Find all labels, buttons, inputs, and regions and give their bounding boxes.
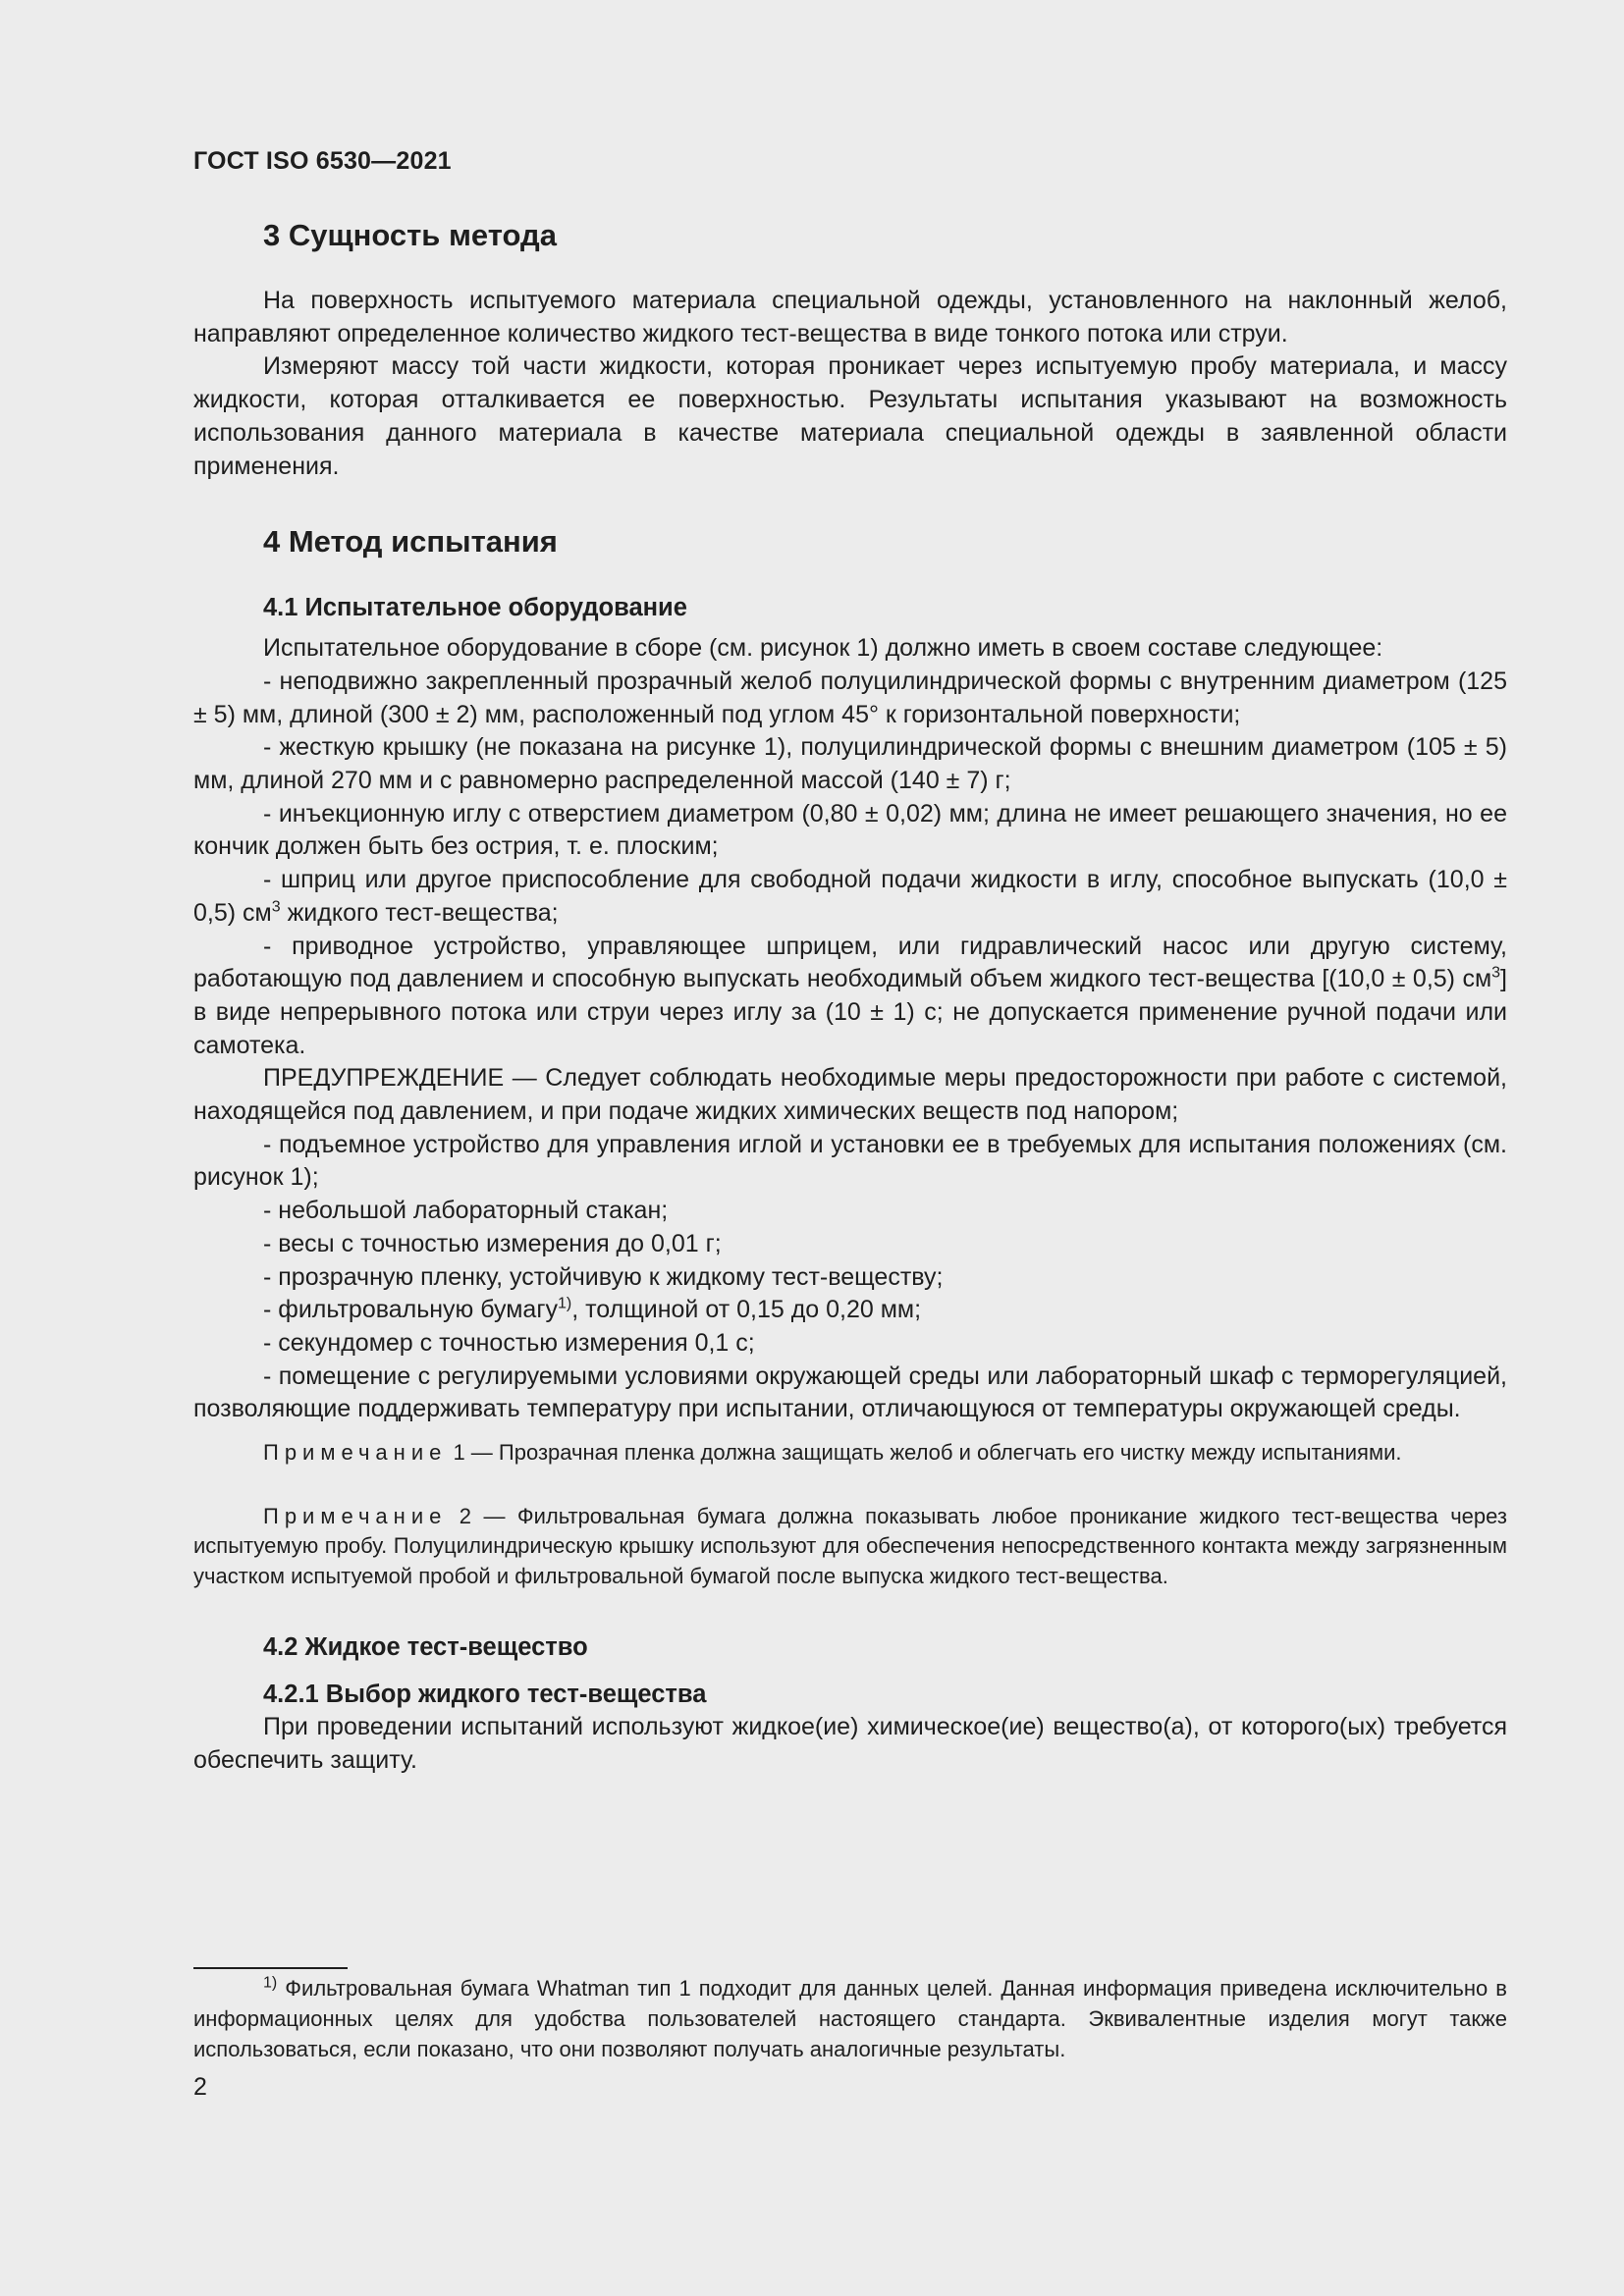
item-text: , толщиной от 0,15 до 0,20 мм; — [571, 1296, 922, 1324]
equipment-list-item: - небольшой лабораторный стакан; — [263, 1197, 669, 1225]
subsection-4-2-1-text: При проведении испытаний используют жидкое(ие) химическое(ие) вещество(а), от которого(ых) требуется обеспечить защиту. — [193, 1713, 1507, 1774]
note-label: Примечание — [263, 1503, 448, 1528]
section-4-heading: 4 Метод испытания — [263, 524, 558, 560]
page-body — [193, 216, 1507, 1778]
equipment-list-item: - прозрачную пленку, устойчивую к жидкому тест-веществу; — [263, 1262, 944, 1291]
footnote-reference: 1) — [557, 1295, 572, 1312]
item-text: жидкого тест-вещества; — [280, 898, 559, 927]
page-number: 2 — [193, 2073, 207, 2101]
item-text: ] в виде непрерывного потока или струи через иглу за (10 ± 1) с; не допускается применение ручной подачи или самотека. — [193, 965, 1507, 1059]
equipment-list-item — [193, 864, 1507, 930]
equipment-list-item: - весы с точностью измерения до 0,01 г; — [263, 1229, 722, 1257]
subsection-4-1-heading: 4.1 Испытательное оборудование — [263, 594, 687, 622]
footnote-separator — [193, 1967, 348, 1969]
equipment-list-item — [193, 931, 1507, 1063]
note-label: Примечание — [263, 1440, 448, 1466]
item-text: - шприц или другое приспособление для свободной подачи жидкости в иглу, способное выпускать (10,0 ± 0,5) см — [193, 866, 1507, 927]
section-3-paragraph: Измеряют массу той части жидкости, которая проникает через испытуемую пробу материала, и массу жидкости, которая отталкивается ее поверхностью. Результаты испытания указывают на возможность использования данного материала в качестве материала специальной одежды в заявленной области применения. — [193, 352, 1507, 480]
footnote — [193, 1973, 1507, 2064]
equipment-list-item: - подъемное устройство для управления иглой и установки ее в требуемых для испытания положениях (см. рисунок 1); — [193, 1130, 1507, 1192]
subsection-4-2-heading: 4.2 Жидкое тест-вещество — [263, 1633, 588, 1662]
note-text: 2 — Фильтровальная бумага должна показывать любое проникание жидкого тест-вещества через испытуемую пробу. Полуцилиндрическую крышку используют для обеспечения непосредственного контакта между загрязненным участком испытуемой пробой и фильтровальной бумагой после выпуска жидкого тест-вещества. — [193, 1503, 1507, 1588]
equipment-intro: Испытательное оборудование в сборе (см. рисунок 1) должно иметь в своем составе следующее: — [263, 634, 1383, 663]
equipment-list-item: - секундомер с точностью измерения 0,1 с; — [263, 1328, 755, 1357]
item-text: - приводное устройство, управляющее шприцем, или гидравлический насос или другую систему, работающую под давлением и способную выпускать необходимый объем жидкого тест-вещества [(10,0 ± 0,5) см — [193, 932, 1507, 993]
warning-text: ПРЕДУПРЕЖДЕНИЕ — Следует соблюдать необходимые меры предосторожности при работе с системой, находящейся под давлением, и при подаче жидких химических веществ под напором; — [193, 1064, 1507, 1126]
footnote-marker: 1) — [263, 1974, 278, 1992]
section-3-paragraph: На поверхность испытуемого материала специальной одежды, установленного на наклонный желоб, направляют определенное количество жидкого тест-вещества в виде тонкого потока или струи. — [193, 287, 1507, 347]
equipment-list-item: - жесткую крышку (не показана на рисунке 1), полуцилиндрической формы с внешним диаметром (105 ± 5) мм, длиной 270 мм и с равномерно распределенной массой (140 ± 7) г; — [193, 733, 1507, 795]
equipment-list-item: - инъекционную иглу с отверстием диаметром (0,80 ± 0,02) мм; длина не имеет решающего значения, но ее кончик должен быть без острия, т. е. плоским; — [193, 799, 1507, 861]
running-header: ГОСТ ISO 6530—2021 — [193, 147, 452, 175]
note-text: 1 — Прозрачная пленка должна защищать желоб и облегчать его чистку между испытаниями. — [447, 1440, 1402, 1466]
footnote-text: Фильтровальная бумага Whatman тип 1 подходит для данных целей. Данная информация приведена исключительно в информационных целях для удобства пользователей настоящего стандарта. Эквивалентные изделия могут также использоваться, если показано, что они позволяют получать аналогичные результаты. — [193, 1976, 1507, 2061]
equipment-list-item — [193, 1294, 1507, 1327]
equipment-list-item: - помещение с регулируемыми условиями окружающей среды или лабораторный шкаф с терморегуляцией, позволяющие поддерживать температуру при испытании, отличающуюся от температуры окружающей среды. — [193, 1362, 1507, 1423]
note-1 — [193, 1438, 1507, 1468]
equipment-list-item: - неподвижно закрепленный прозрачный желоб полуцилиндрической формы с внутренним диаметром (125 ± 5) мм, длиной (300 ± 2) мм, расположенный под углом 45° к горизонтальной поверхности; — [193, 667, 1507, 728]
note-2 — [193, 1502, 1507, 1592]
superscript: 3 — [1491, 964, 1501, 982]
subsection-4-2-1-heading: 4.2.1 Выбор жидкого тест-вещества — [263, 1681, 707, 1709]
item-text: - фильтровальную бумагу — [263, 1296, 558, 1324]
section-3-heading: 3 Сущность метода — [263, 218, 557, 252]
superscript: 3 — [271, 898, 281, 916]
